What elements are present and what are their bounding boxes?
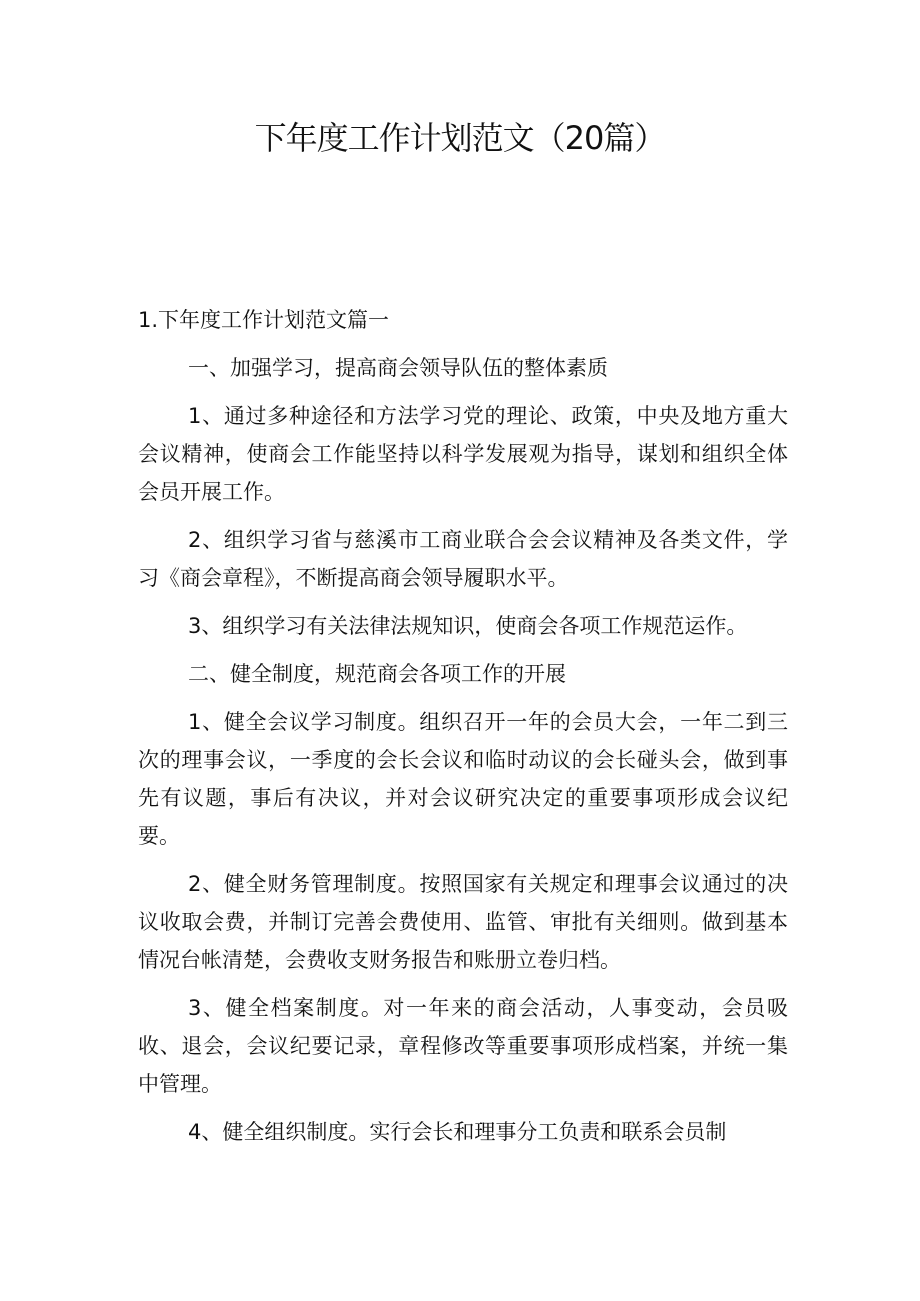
paragraph-3: 2、组织学习省与慈溪市工商业联合会会议精神及各类文件，学习《商会章程》，不断提高商会领导履职水平。 <box>138 528 788 590</box>
paragraph-5: 二、健全制度，规范商会各项工作的开展 <box>188 662 566 686</box>
paragraph-4: 3、组织学习有关法律法规知识，使商会各项工作规范运作。 <box>188 614 748 638</box>
paragraph-2: 1、通过多种途径和方法学习党的理论、政策，中央及地方重大会议精神，使商会工作能坚持以科学发展观为指导，谋划和组织全体会员开展工作。 <box>138 404 788 504</box>
document-title: 下年度工作计划范文（20篇） <box>254 119 666 157</box>
paragraph-1: 一、加强学习，提高商会领导队伍的整体素质 <box>188 356 608 380</box>
document-body <box>138 301 788 1161</box>
paragraph-9: 4、健全组织制度。实行会长和理事分工负责和联系会员制 <box>188 1120 727 1144</box>
paragraph-8: 3、健全档案制度。对一年来的商会活动，人事变动，会员吸收、退会，会议纪要记录，章程修改等重要事项形成档案，并统一集中管理。 <box>138 996 788 1096</box>
paragraph-6: 1、健全会议学习制度。组织召开一年的会员大会，一年二到三次的理事会议，一季度的会长会议和临时动议的会长碰头会，做到事先有议题，事后有决议，并对会议研究决定的重要事项形成会议纪要。 <box>138 710 788 848</box>
paragraph-7: 2、健全财务管理制度。按照国家有关规定和理事会议通过的决议收取会费，并制订完善会费使用、监管、审批有关细则。做到基本情况台帐清楚，会费收支财务报告和账册立卷归档。 <box>138 872 788 972</box>
section-heading: 1.下年度工作计划范文篇一 <box>138 308 390 332</box>
